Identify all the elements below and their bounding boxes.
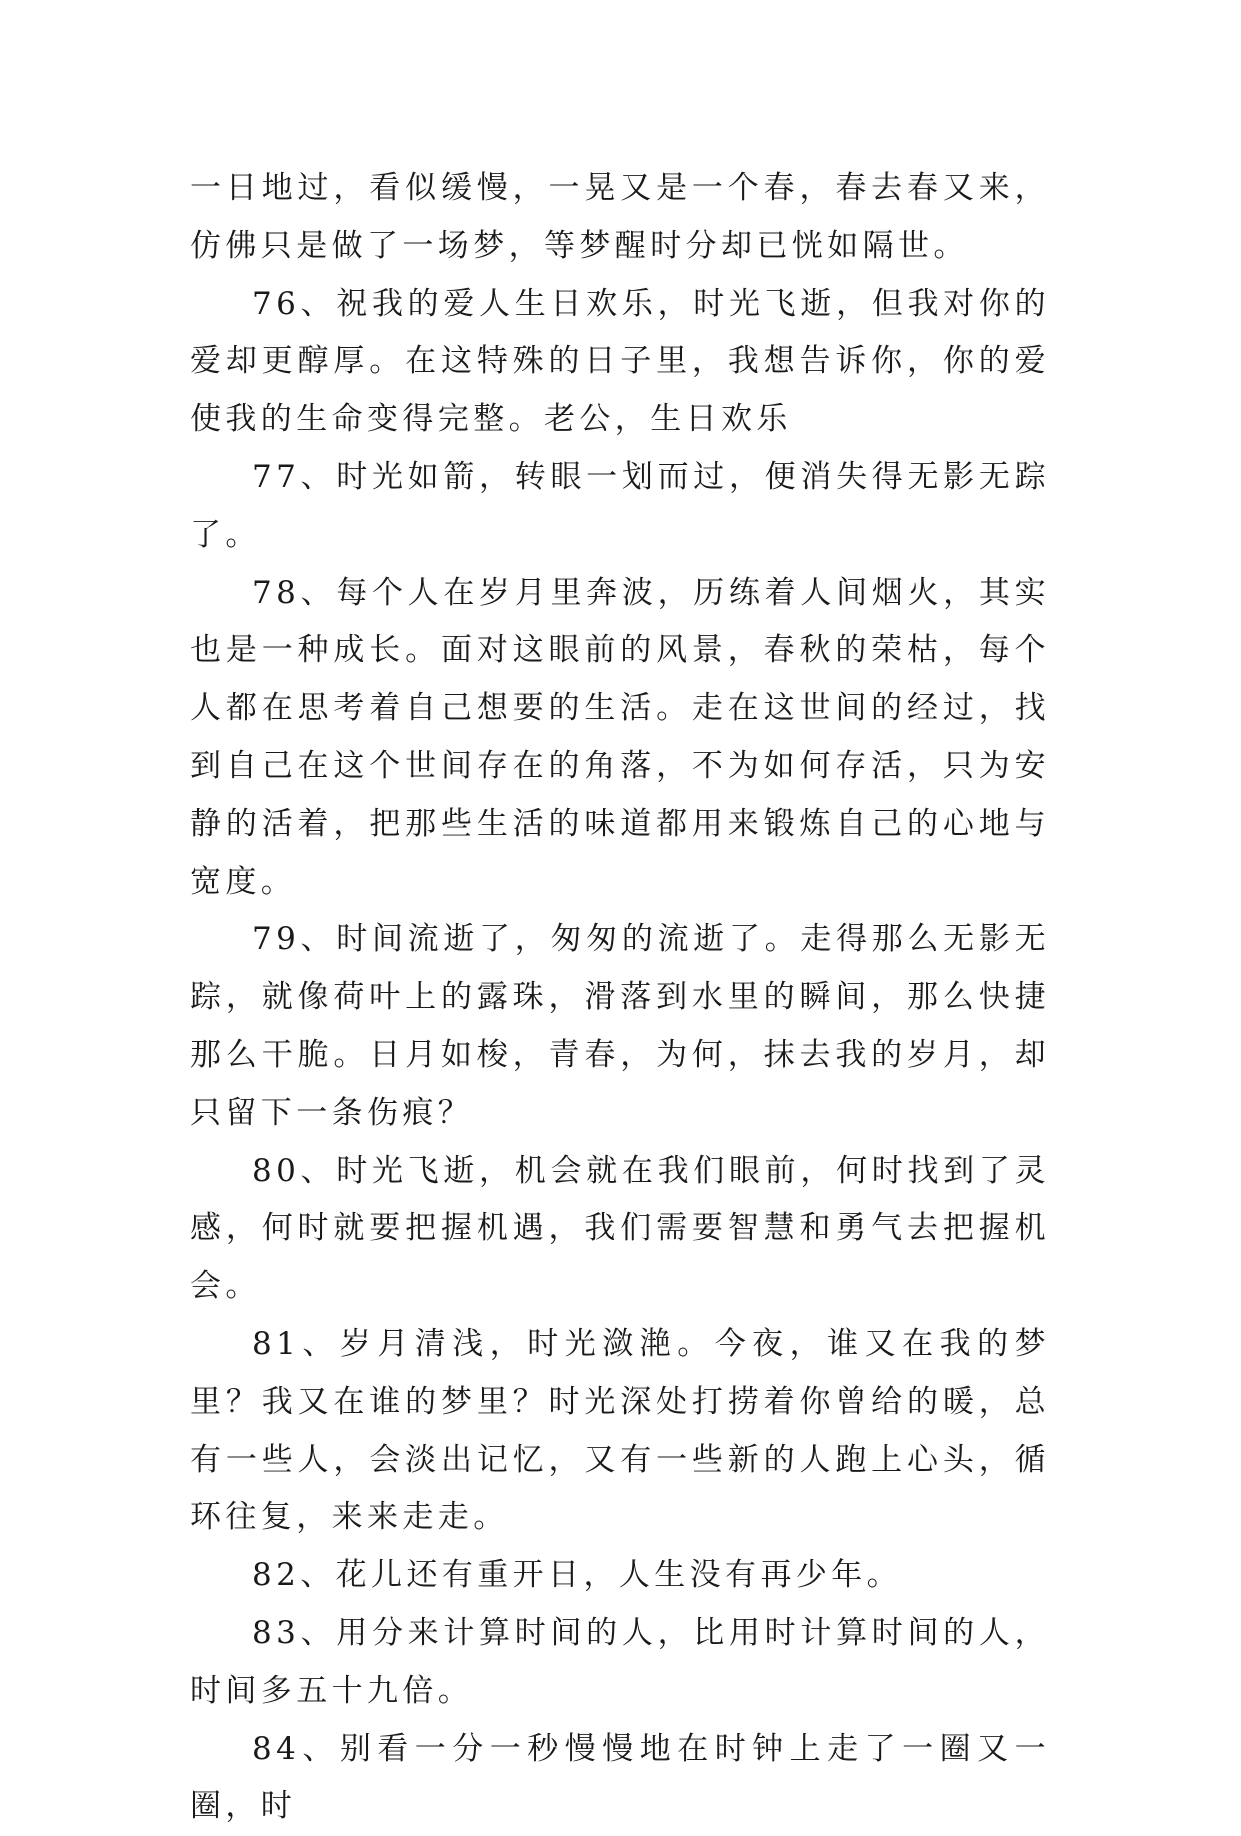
paragraph-continuation: 一日地过，看似缓慢，一晃又是一个春，春去春又来，仿佛只是做了一场梦，等梦醒时分却已恍如隔世。 [190, 170, 1050, 264]
paragraph-78: 78、每个人在岁月里奔波，历练着人间烟火，其实也是一种成长。面对这眼前的风景，春秋的荣枯，每个人都在思考着自己想要的生活。走在这世间的经过，找到自己在这个世间存在的角落，不为如何存活，只为安静的活着，把那些生活的味道都用来锻炼自己的心地与宽度。 [190, 574, 1050, 900]
paragraph-80: 80、时光飞逝，机会就在我们眼前，何时找到了灵感，何时就要把握机遇，我们需要智慧和勇气去把握机会。 [190, 1152, 1050, 1305]
paragraph-83: 83、用分来计算时间的人，比用时计算时间的人，时间多五十九倍。 [190, 1614, 1050, 1709]
paragraph-84: 84、别看一分一秒慢慢地在时钟上走了一圈又一圈，时 [190, 1730, 1050, 1825]
document-page [190, 160, 1050, 1836]
paragraph-81: 81、岁月清浅，时光潋滟。今夜，谁又在我的梦里？我又在谁的梦里？时光深处打捞着你曾给的暖，总有一些人，会淡出记忆，又有一些新的人跑上心头，循环往复，来来走走。 [190, 1325, 1050, 1536]
paragraph-77: 77、时光如箭，转眼一划而过，便消失得无影无踪了。 [190, 458, 1050, 553]
paragraph-79: 79、时间流逝了，匆匆的流逝了。走得那么无影无踪，就像荷叶上的露珠，滑落到水里的瞬间，那么快捷那么干脆。日月如梭，青春，为何，抹去我的岁月，却只留下一条伤痕？ [190, 921, 1050, 1131]
paragraph-76: 76、祝我的爱人生日欢乐，时光飞逝，但我对你的爱却更醇厚。在这特殊的日子里，我想告诉你，你的爱使我的生命变得完整。老公，生日欢乐 [190, 285, 1050, 438]
paragraph-82: 82、花儿还有重开日，人生没有再少年。 [252, 1557, 903, 1594]
